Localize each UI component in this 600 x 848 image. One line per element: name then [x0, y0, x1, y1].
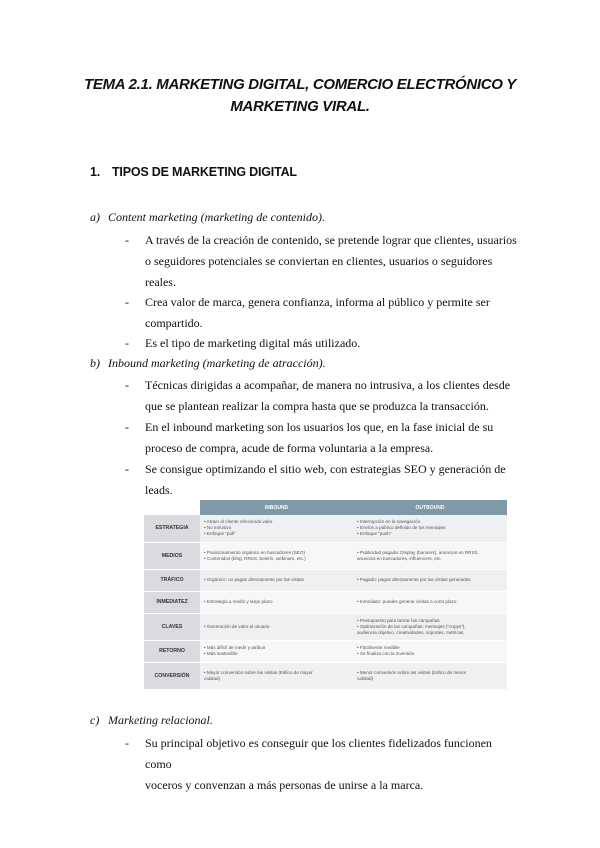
bullet-item	[125, 333, 520, 354]
item-heading-text: Inbound marketing (marketing de atracción).	[108, 356, 326, 370]
table-cell-outbound	[353, 662, 507, 689]
bullet-dash: -	[125, 233, 129, 247]
table-cell-line: • Menor conversión sobre las visitas (tráfico de menor	[357, 669, 467, 675]
item-letter: c)	[90, 713, 100, 727]
table-row-label: INMEDIATEZ	[144, 591, 200, 613]
table-row-label: ESTRATEGIA	[144, 515, 200, 542]
table-row-label: CLAVES	[144, 613, 200, 640]
table-cell-line: • Estrategia a medio y largo plazo	[204, 599, 273, 604]
section-number: 1.	[90, 165, 101, 179]
bullet-line: que se plantean realizar la compra hasta que se produzca la transacción.	[145, 399, 489, 413]
table-cell-line: anuncios en buscadores, influencers, etc.	[357, 555, 442, 561]
item-b-heading	[90, 356, 326, 371]
bullet-line: En el inbound marketing son los usuarios los que, en la fase inicial de su	[145, 420, 494, 434]
bullet-line: voceros y convenzan a más personas de unirse a la marca.	[145, 778, 424, 792]
bullet-line: Crea valor de marca, genera confianza, informa al público y permite ser	[145, 295, 490, 309]
bullet-dash: -	[125, 420, 129, 434]
table-cell-line: • Inmediato: puedes generar visitas a corto plazo	[357, 599, 457, 604]
bullet-line: reales.	[145, 275, 176, 289]
table-cell-inbound	[200, 591, 353, 613]
table-cell-line: • Presupuesto para lanzar las campañas	[357, 617, 440, 623]
table-cell-outbound	[353, 640, 507, 662]
table-row	[144, 542, 507, 569]
bullet-item	[125, 292, 520, 334]
bullet-item	[125, 417, 520, 459]
table-cell-line: • Se finaliza con la inversión	[357, 651, 415, 656]
item-heading-text: Marketing relacional.	[108, 713, 213, 727]
table-cell-line: • Orgánico: no pagas directamente por las visitas	[204, 577, 304, 582]
bullet-dash: -	[125, 336, 129, 350]
bullet-dash: -	[125, 295, 129, 309]
page-title	[0, 74, 600, 118]
table-cell-inbound	[200, 542, 353, 569]
table-cell-outbound	[353, 542, 507, 569]
table-cell-line: • Optimización de las campañas: mensajes ("copys"),	[357, 623, 466, 629]
bullet-line: Técnicas dirigidas a acompañar, de manera no intrusiva, a los clientes desde	[145, 378, 511, 392]
table-cell-line: • Enfoque "push"	[357, 531, 392, 537]
table-header-inbound: INBOUND	[200, 500, 353, 515]
table-cell-line: • Enfoque "pull"	[204, 531, 236, 537]
table-cell-line: • Más sostenible	[204, 651, 238, 656]
table-cell-outbound	[353, 613, 507, 640]
table-row-label: RETORNO	[144, 640, 200, 662]
table-cell-inbound	[200, 569, 353, 591]
bullet-dash: -	[125, 736, 129, 750]
bullet-line: proceso de compra, acude de forma voluntaria a la empresa.	[145, 441, 434, 455]
table-cell-line: • Generación de valor al usuario	[204, 623, 270, 629]
table-cell-line: • Más difícil de medir y atribuir	[204, 645, 266, 650]
table-row	[144, 662, 507, 689]
bullet-item	[125, 230, 520, 293]
table-cell-line: • Envíos a público definido de los mensajes	[357, 525, 446, 531]
bullet-line: o seguidores potenciales se conviertan en clientes, usuarios o seguidores	[145, 254, 493, 268]
item-c-heading	[90, 713, 213, 728]
table-cell-line: • Posicionamiento orgánico en buscadores (SEO)	[204, 549, 305, 555]
table-row	[144, 591, 507, 613]
table-cell-inbound	[200, 662, 353, 689]
table-cell-line: • Interrupción en la navegación	[357, 519, 421, 525]
table-row	[144, 569, 507, 591]
table-row	[144, 515, 507, 542]
table-cell-line: audiencia objetivo, creatividades, soportes, métricas.	[357, 629, 465, 635]
section-title: TIPOS DE MARKETING DIGITAL	[112, 165, 297, 179]
bullet-dash: -	[125, 378, 129, 392]
table-header-outbound: OUTBOUND	[353, 500, 507, 515]
inbound-outbound-table	[144, 500, 507, 690]
bullet-dash: -	[125, 462, 129, 476]
table-row	[144, 613, 507, 640]
table-cell-line: calidad)	[357, 675, 374, 681]
table-cell-inbound	[200, 515, 353, 542]
section-heading	[90, 165, 297, 179]
table-cell-outbound	[353, 569, 507, 591]
table-row-label: TRÁFICO	[144, 569, 200, 591]
bullet-line: A través de la creación de contenido, se pretende lograr que clientes, usuarios	[145, 233, 517, 247]
table-cell-line: • No intrusivo	[204, 525, 232, 531]
table-header-row	[144, 500, 507, 515]
item-a-heading	[90, 210, 325, 225]
bullet-line: leads.	[145, 483, 173, 497]
table-cell-outbound	[353, 591, 507, 613]
table-cell-line: • Atraer al cliente ofreciendo valor	[204, 519, 273, 525]
bullet-item	[125, 733, 520, 796]
table-corner	[144, 500, 200, 515]
bullet-line: Se consigue optimizando el sitio web, con estrategias SEO y generación de	[145, 462, 506, 476]
bullet-line: compartido.	[145, 316, 203, 330]
table-cell-inbound	[200, 640, 353, 662]
title-line-2: MARKETING VIRAL.	[230, 98, 370, 115]
table-cell-line: • Contenidos (blog, RRSS, boletín, webinars, etc.)	[204, 555, 306, 561]
bullet-item	[125, 375, 520, 417]
table-cell-line: • Fácilmente medible	[357, 645, 400, 650]
item-letter: b)	[90, 356, 100, 370]
table-cell-outbound	[353, 515, 507, 542]
bullet-line: Es el tipo de marketing digital más utilizado.	[145, 336, 361, 350]
item-heading-text: Content marketing (marketing de contenido).	[108, 210, 325, 224]
title-line-1: TEMA 2.1. MARKETING DIGITAL, COMERCIO ELECTRÓNICO Y	[84, 76, 516, 93]
table-cell-line: calidad)	[204, 675, 221, 681]
table-cell-inbound	[200, 613, 353, 640]
table-row-label: MEDIOS	[144, 542, 200, 569]
table-cell-line: • Publicidad pagada: Display (banners), anuncios en RRSS,	[357, 549, 479, 555]
table-row	[144, 640, 507, 662]
bullet-line: Su principal objetivo es conseguir que los clientes fidelizados funcionen como	[145, 736, 492, 771]
table-cell-line: • Mayor conversión sobre las visitas (tráfico de mayor	[204, 669, 313, 675]
table-row-label: CONVERSIÓN	[144, 662, 200, 689]
bullet-item	[125, 459, 520, 501]
table-cell-line: • Pagado: pagas directamente por las visitas generadas	[357, 577, 471, 582]
item-letter: a)	[90, 210, 100, 224]
